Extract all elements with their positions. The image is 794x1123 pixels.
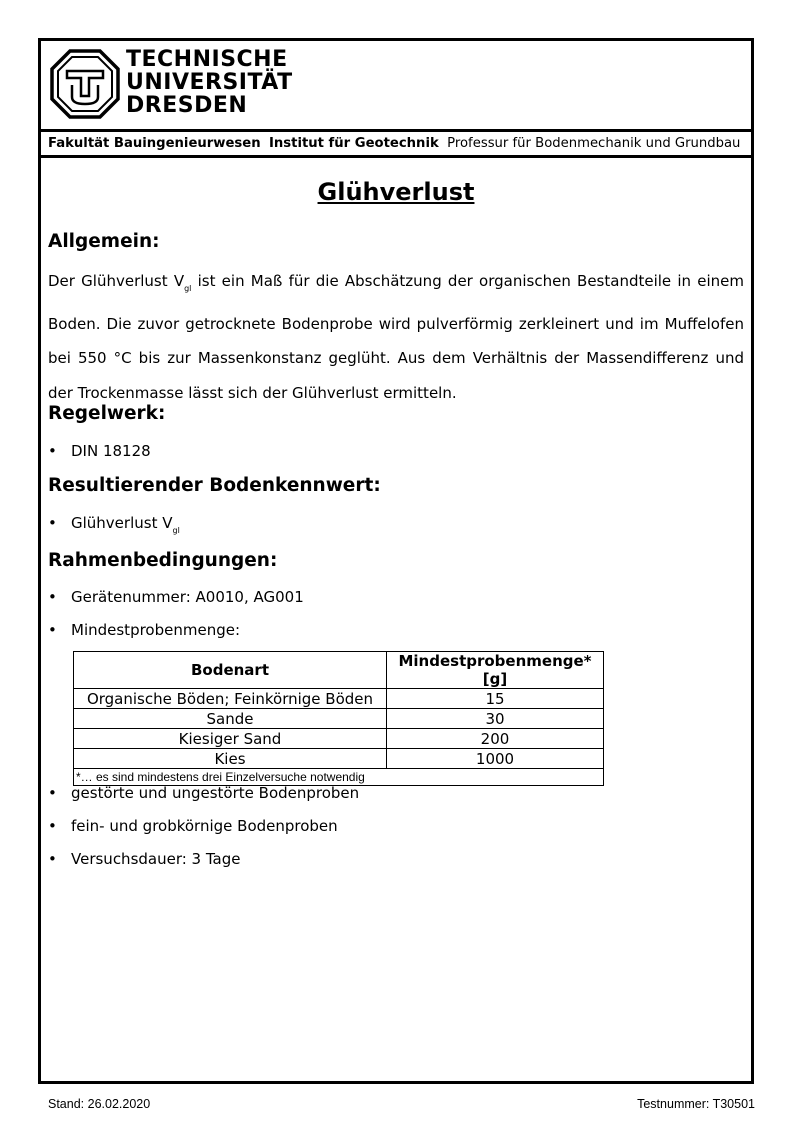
table-row (74, 749, 604, 769)
table-header-min-amount: Mindestprobenmenge* [g] (387, 652, 604, 689)
general-subscript: gl (184, 284, 192, 293)
table-row (74, 689, 604, 709)
footer-test-number: Testnummer: T30501 (637, 1097, 755, 1111)
condition-samples-grain (48, 817, 338, 835)
footer-date: Stand: 26.02.2020 (48, 1097, 151, 1111)
document-title: Glühverlust (317, 178, 475, 206)
condition-duration (48, 850, 241, 868)
institute-name: Institut für Geotechnik (269, 136, 439, 151)
table-row (74, 709, 604, 729)
standard-list-item (48, 442, 151, 460)
university-line-1: TECHNISCHE (126, 47, 288, 72)
university-line-3: DRESDEN (126, 93, 248, 118)
result-label: Glühverlust V (71, 514, 173, 532)
university-name (126, 49, 293, 118)
table-cell-min-amount: 1000 (387, 749, 604, 769)
university-line-2: UNIVERSITÄT (126, 70, 293, 95)
table-cell-soil-type: Organische Böden; Feinkörnige Böden (74, 689, 387, 709)
min-amount-label: Mindestprobenmenge: (71, 621, 241, 639)
condition-min-amount (48, 621, 240, 639)
bullet-icon: • (48, 784, 57, 802)
duration-label: Versuchsdauer: 3 Tage (71, 850, 241, 868)
table-cell-min-amount: 30 (387, 709, 604, 729)
condition-device (48, 588, 304, 606)
heading-general: Allgemein: (48, 231, 160, 252)
samples-disturbed-label: gestörte und ungestörte Bodenproben (71, 784, 360, 802)
table-cell-min-amount: 15 (387, 689, 604, 709)
result-list-item (48, 514, 180, 535)
table-cell-min-amount: 200 (387, 729, 604, 749)
standard-label: DIN 18128 (71, 442, 151, 460)
header-logo-row (41, 41, 751, 129)
table-header-soil-type: Bodenart (74, 652, 387, 689)
faculty-name: Fakultät Bauingenieurwesen (48, 136, 261, 151)
table-footnote-row (74, 769, 604, 786)
chair-name: Professur für Bodenmechanik und Grundbau (447, 136, 741, 151)
general-text-start: Der Glühverlust V (48, 272, 185, 290)
condition-samples-disturbed (48, 784, 359, 802)
table-row (74, 729, 604, 749)
bullet-icon: • (48, 850, 57, 868)
heading-standard: Regelwerk: (48, 403, 166, 424)
bullet-icon: • (48, 442, 57, 460)
device-label: Gerätenummer: A0010, AG001 (71, 588, 304, 606)
bullet-icon: • (48, 588, 57, 606)
general-text-rest: ist ein Maß für die Abschätzung der organischen Bestandteile in einem Boden. Die zuvor getrocknete Bodenprobe wird pulverförmig zerkleinert und im Muffelofen bei 550 °C bis zur Massenkonstanz geglüht. Aus dem Verhältnis der Massendifferenz und der Trockenmasse lässt sich der Glühverlust ermitteln. (48, 272, 744, 402)
page-frame (38, 38, 754, 1084)
min-sample-table (73, 651, 604, 786)
tu-dresden-logo (50, 49, 120, 119)
bullet-icon: • (48, 514, 57, 532)
bullet-icon: • (48, 817, 57, 835)
table-cell-soil-type: Sande (74, 709, 387, 729)
header-divider-bottom (41, 155, 751, 158)
bullet-icon: • (48, 621, 57, 639)
heading-conditions: Rahmenbedingungen: (48, 550, 278, 571)
result-subscript: gl (172, 526, 180, 535)
general-paragraph (48, 264, 744, 410)
department-line (41, 132, 751, 155)
table-footnote: *… es sind mindestens drei Einzelversuche notwendig (74, 769, 604, 786)
heading-result: Resultierender Bodenkennwert: (48, 475, 381, 496)
table-cell-soil-type: Kiesiger Sand (74, 729, 387, 749)
samples-grain-label: fein- und grobkörnige Bodenproben (71, 817, 338, 835)
table-header-row (74, 652, 604, 689)
table-cell-soil-type: Kies (74, 749, 387, 769)
